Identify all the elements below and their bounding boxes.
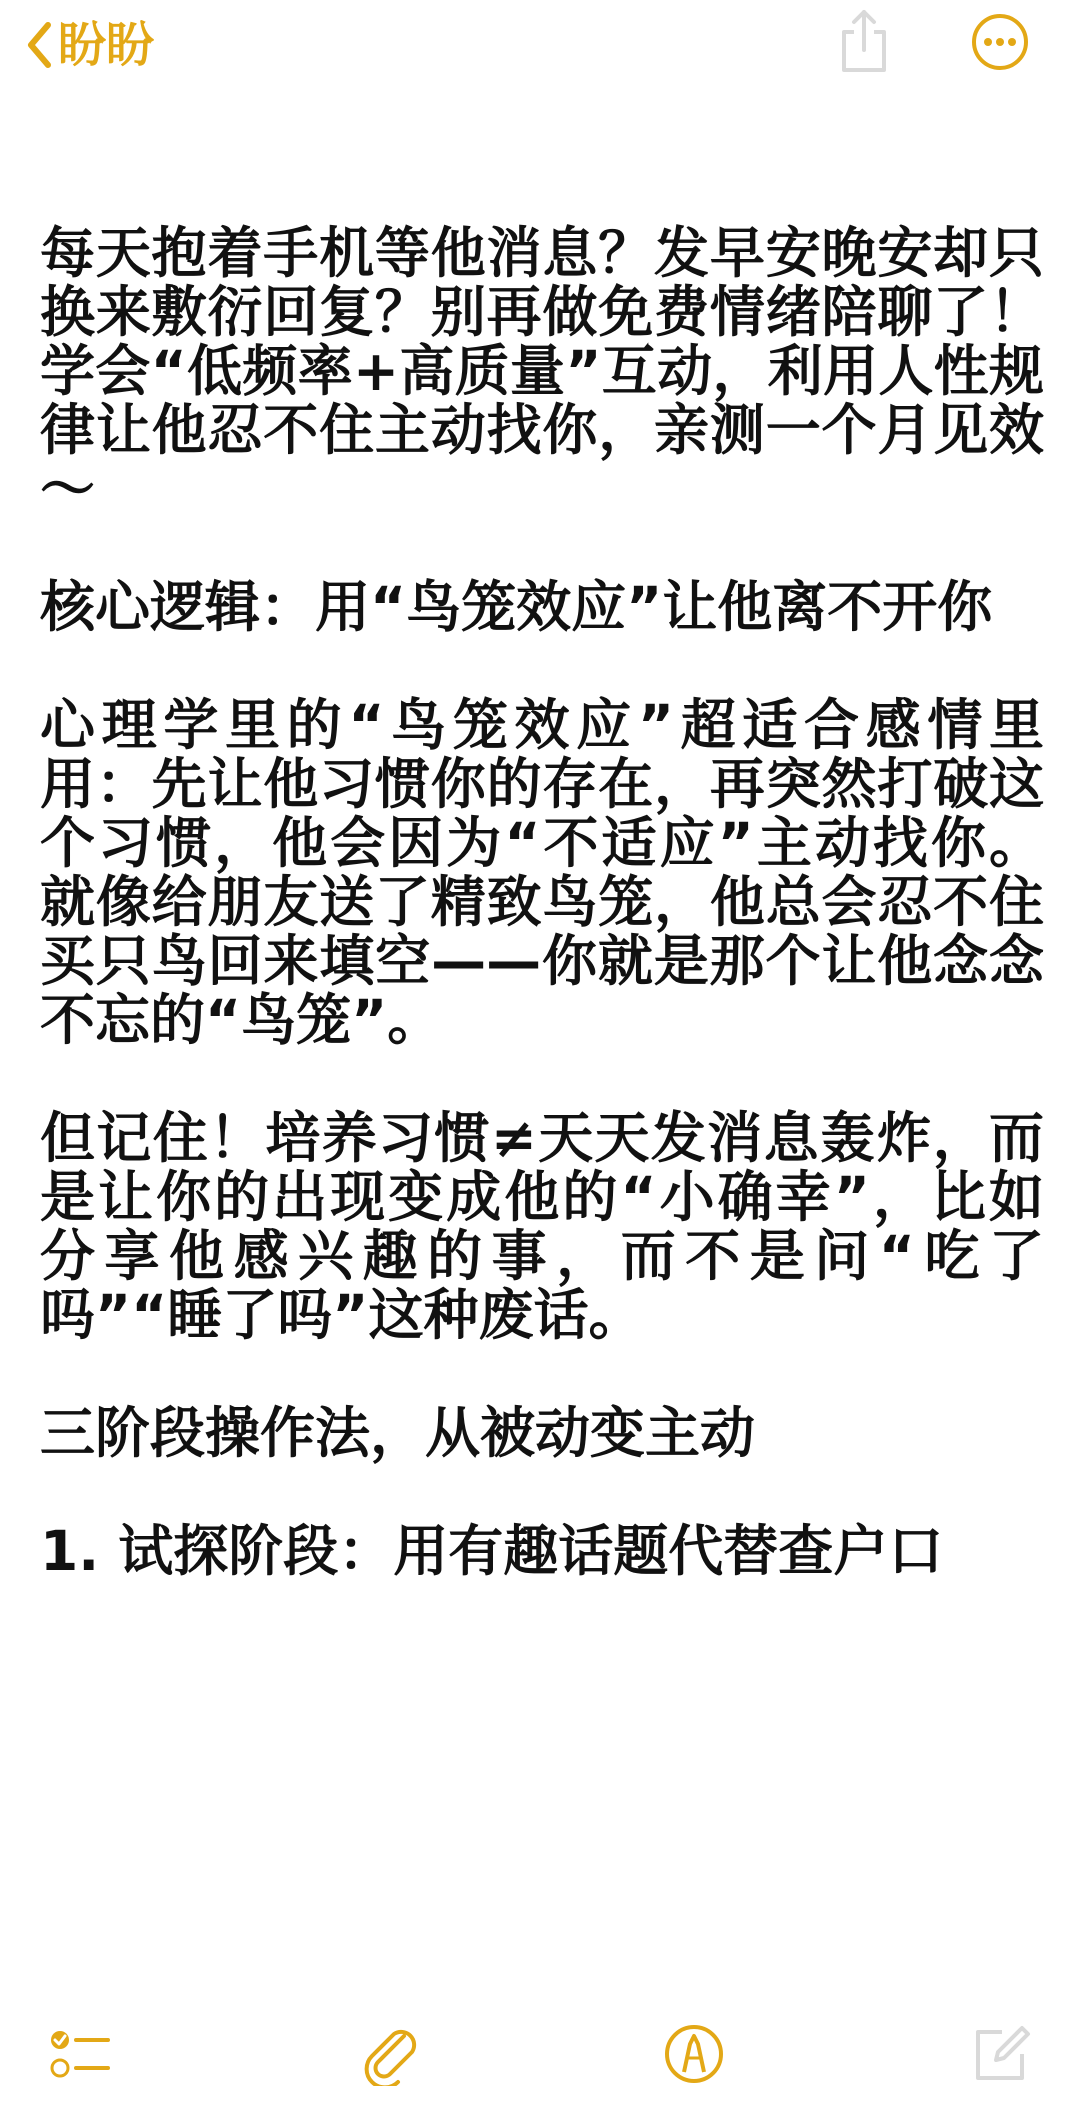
checklist-icon [48,2022,112,2086]
share-icon [836,63,892,82]
attachment-button[interactable] [360,2022,424,2086]
markup-button[interactable] [662,2022,726,2086]
back-label: 盼盼 [58,17,155,73]
paperclip-icon [360,2022,424,2086]
markup-pen-icon [662,2022,726,2086]
note-paragraph-reminder: 但记住！培养习惯≠天天发消息轰炸，而是让你的出现变成他的“小确幸”，比如分享他感兴趣的事，而不是问“吃了吗”“睡了吗”这种废话。 [40,1106,1044,1347]
note-heading-three-stages: 三阶段操作法，从被动变主动 [40,1401,756,1465]
note-paragraph-intro: 每天抱着手机等他消息？发早安晚安却只换来敷衍回复？别再做免费情绪陪聊了！学会“低频率+高质量”互动，利用人性规律让他忍不住主动找你，亲测一个月见效～ [40,221,1044,521]
navigation-bar [0,0,1080,100]
note-list-item-1: 1. 试探阶段：用有趣话题代替查户口 [40,1519,944,1583]
checklist-button[interactable] [48,2022,112,2086]
ellipsis-circle-icon [970,57,1030,76]
note-heading-core-logic: 核心逻辑：用“鸟笼效应”让他离不开你 [40,575,993,639]
compose-icon [968,2022,1032,2086]
share-button[interactable] [836,6,892,78]
note-paragraph-birdcage-effect: 心理学里的“鸟笼效应”超适合感情里用：先让他习惯你的存在，再突然打破这个习惯，他会因为“不适应”主动找你。就像给朋友送了精致鸟笼，他总会忍不住买只鸟回来填空——你就是那个让他念念不忘的“鸟笼”。 [40,693,1044,1052]
back-button[interactable] [26,8,154,82]
more-button[interactable] [970,12,1030,72]
note-body[interactable] [40,221,1044,1640]
compose-button[interactable] [968,2022,1032,2086]
chevron-left-icon [26,21,52,69]
bottom-toolbar [0,2010,1080,2100]
